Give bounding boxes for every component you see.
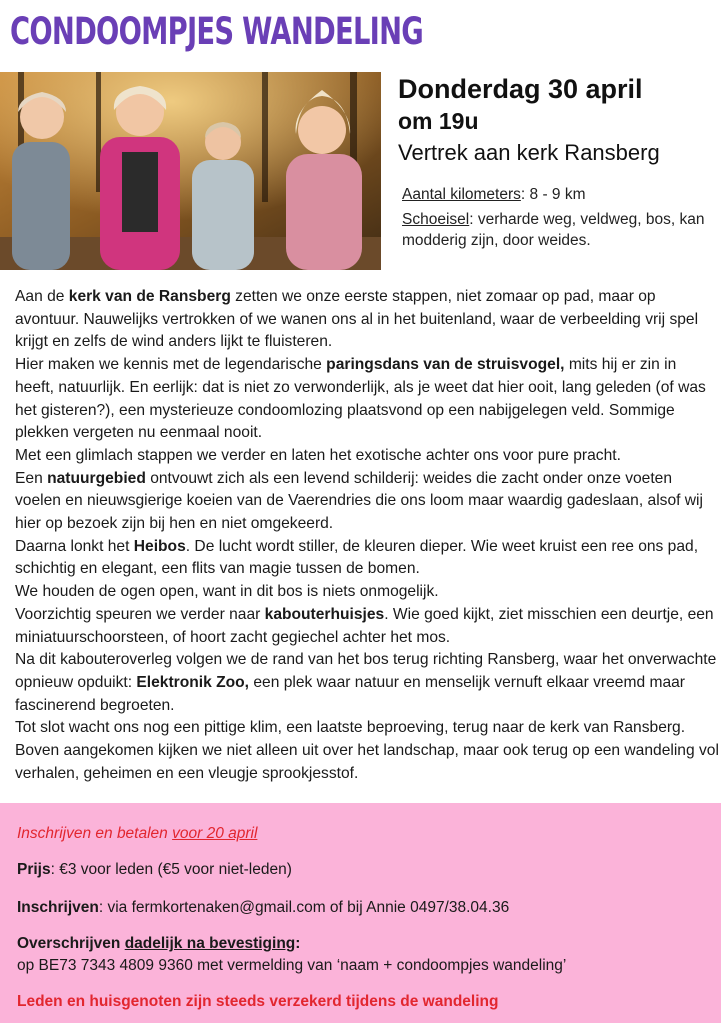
story-text bbox=[15, 286, 719, 785]
footwear-value: : verharde weg, veldweg, bos, kan modderig zijn, door weides. bbox=[402, 211, 705, 249]
story-paragraph: Aan de kerk van de Ransberg zetten we onze eerste stappen, niet zomaar op pad, maar op avontuur. Nauwelijks vertrokken of we wanen ons al in het buitenland, waar de verbeelding vrij spel krijgt en zelfs de wind anders lijkt te fluisteren. bbox=[15, 288, 699, 351]
story-paragraph: Daarna lonkt het Heibos. De lucht wordt stiller, de kleuren dieper. Wie weet kruist een ree ons pad, schichtig en elegant, een flits van magie tussen de bomen. bbox=[15, 537, 699, 578]
event-info bbox=[398, 72, 718, 255]
event-date: Donderdag 30 april bbox=[398, 74, 643, 104]
distance-value: 8 - 9 km bbox=[529, 186, 586, 203]
event-departure: Vertrek aan kerk Ransberg bbox=[398, 140, 660, 165]
transfer-heading: Overschrijven dadelijk na bevestiging: bbox=[17, 935, 301, 952]
story-paragraph: Hier maken we kennis met de legendarische paringsdans van de struisvogel, mits hij er zin in heeft, natuurlijk. En eerlijk: dat is niet zo verwonderlijk, als je weet dat hier ooit, lang geleden (of was het gisteren?), een mysterieuze condoomlozing plaatsvond op een nabijgelegen veld. Sommige plekken vergeten nu eenmaal nooit. bbox=[15, 356, 706, 442]
transfer-details: op BE73 7343 4809 9360 met vermelding van ‘naam + condoompjes wandeling’ bbox=[17, 957, 567, 974]
story-paragraph: Tot slot wacht ons nog een pittige klim, een laatste beproeving, terug naar de kerk van Ransberg. Boven aangekomen kijken we niet alleen uit over het landschap, maar ook terug op een wandeling vol verhalen, geheimen en een vleugje sprookjesstof. bbox=[15, 719, 719, 782]
story-paragraph: Voorzichtig speuren we verder naar kabouterhuisjes. Wie goed kijkt, ziet misschien een deurtje, een miniatuurschoorsteen, of hoort zacht gegiechel achter het mos. bbox=[15, 605, 714, 646]
story-paragraph: We houden de ogen open, want in dit bos is niets onmogelijk. bbox=[15, 583, 439, 601]
registration-heading: Inschrijven en betalen voor 20 april bbox=[17, 825, 258, 842]
walking-women-photo bbox=[0, 72, 381, 270]
footwear-line bbox=[402, 209, 718, 251]
signup-line: Inschrijven: via fermkortenaken@gmail.com of bij Annie 0497/38.04.36 bbox=[17, 899, 510, 916]
page-title: CONDOOMPJES WANDELING bbox=[10, 10, 424, 53]
distance-label: Aantal kilometers bbox=[402, 186, 521, 203]
footwear-label: Schoeisel bbox=[402, 211, 470, 228]
story-paragraph: Een natuurgebied ontvouwt zich als een levend schilderij: weides die zacht onder onze voeten voelen en nieuwsgierige koeien van de Vaerendries die ons loom maar waardig gadeslaan, alsof wij hier op bezoek zijn bij hen en niet omgekeerd. bbox=[15, 469, 703, 533]
story-paragraph: Na dit kabouteroverleg volgen we de rand van het bos terug richting Ransberg, waar het onverwachte opnieuw opduikt: Elektronik Zoo, een plek waar natuur en menselijk vernuft elkaar vreemd maar fascinerend begroeten. bbox=[15, 651, 717, 714]
price-line: Prijs: €3 voor leden (€5 voor niet-leden) bbox=[17, 861, 292, 878]
event-time: om 19u bbox=[398, 108, 479, 134]
story-paragraph: Met een glimlach stappen we verder en laten het exotische achter ons voor pure pracht. bbox=[15, 446, 621, 464]
distance-line: Aantal kilometers: 8 - 9 km bbox=[402, 186, 586, 203]
members-insurance-note: Leden en huisgenoten zijn steeds verzekerd tijdens de wandeling bbox=[17, 993, 499, 1010]
registration-panel bbox=[0, 803, 721, 1023]
